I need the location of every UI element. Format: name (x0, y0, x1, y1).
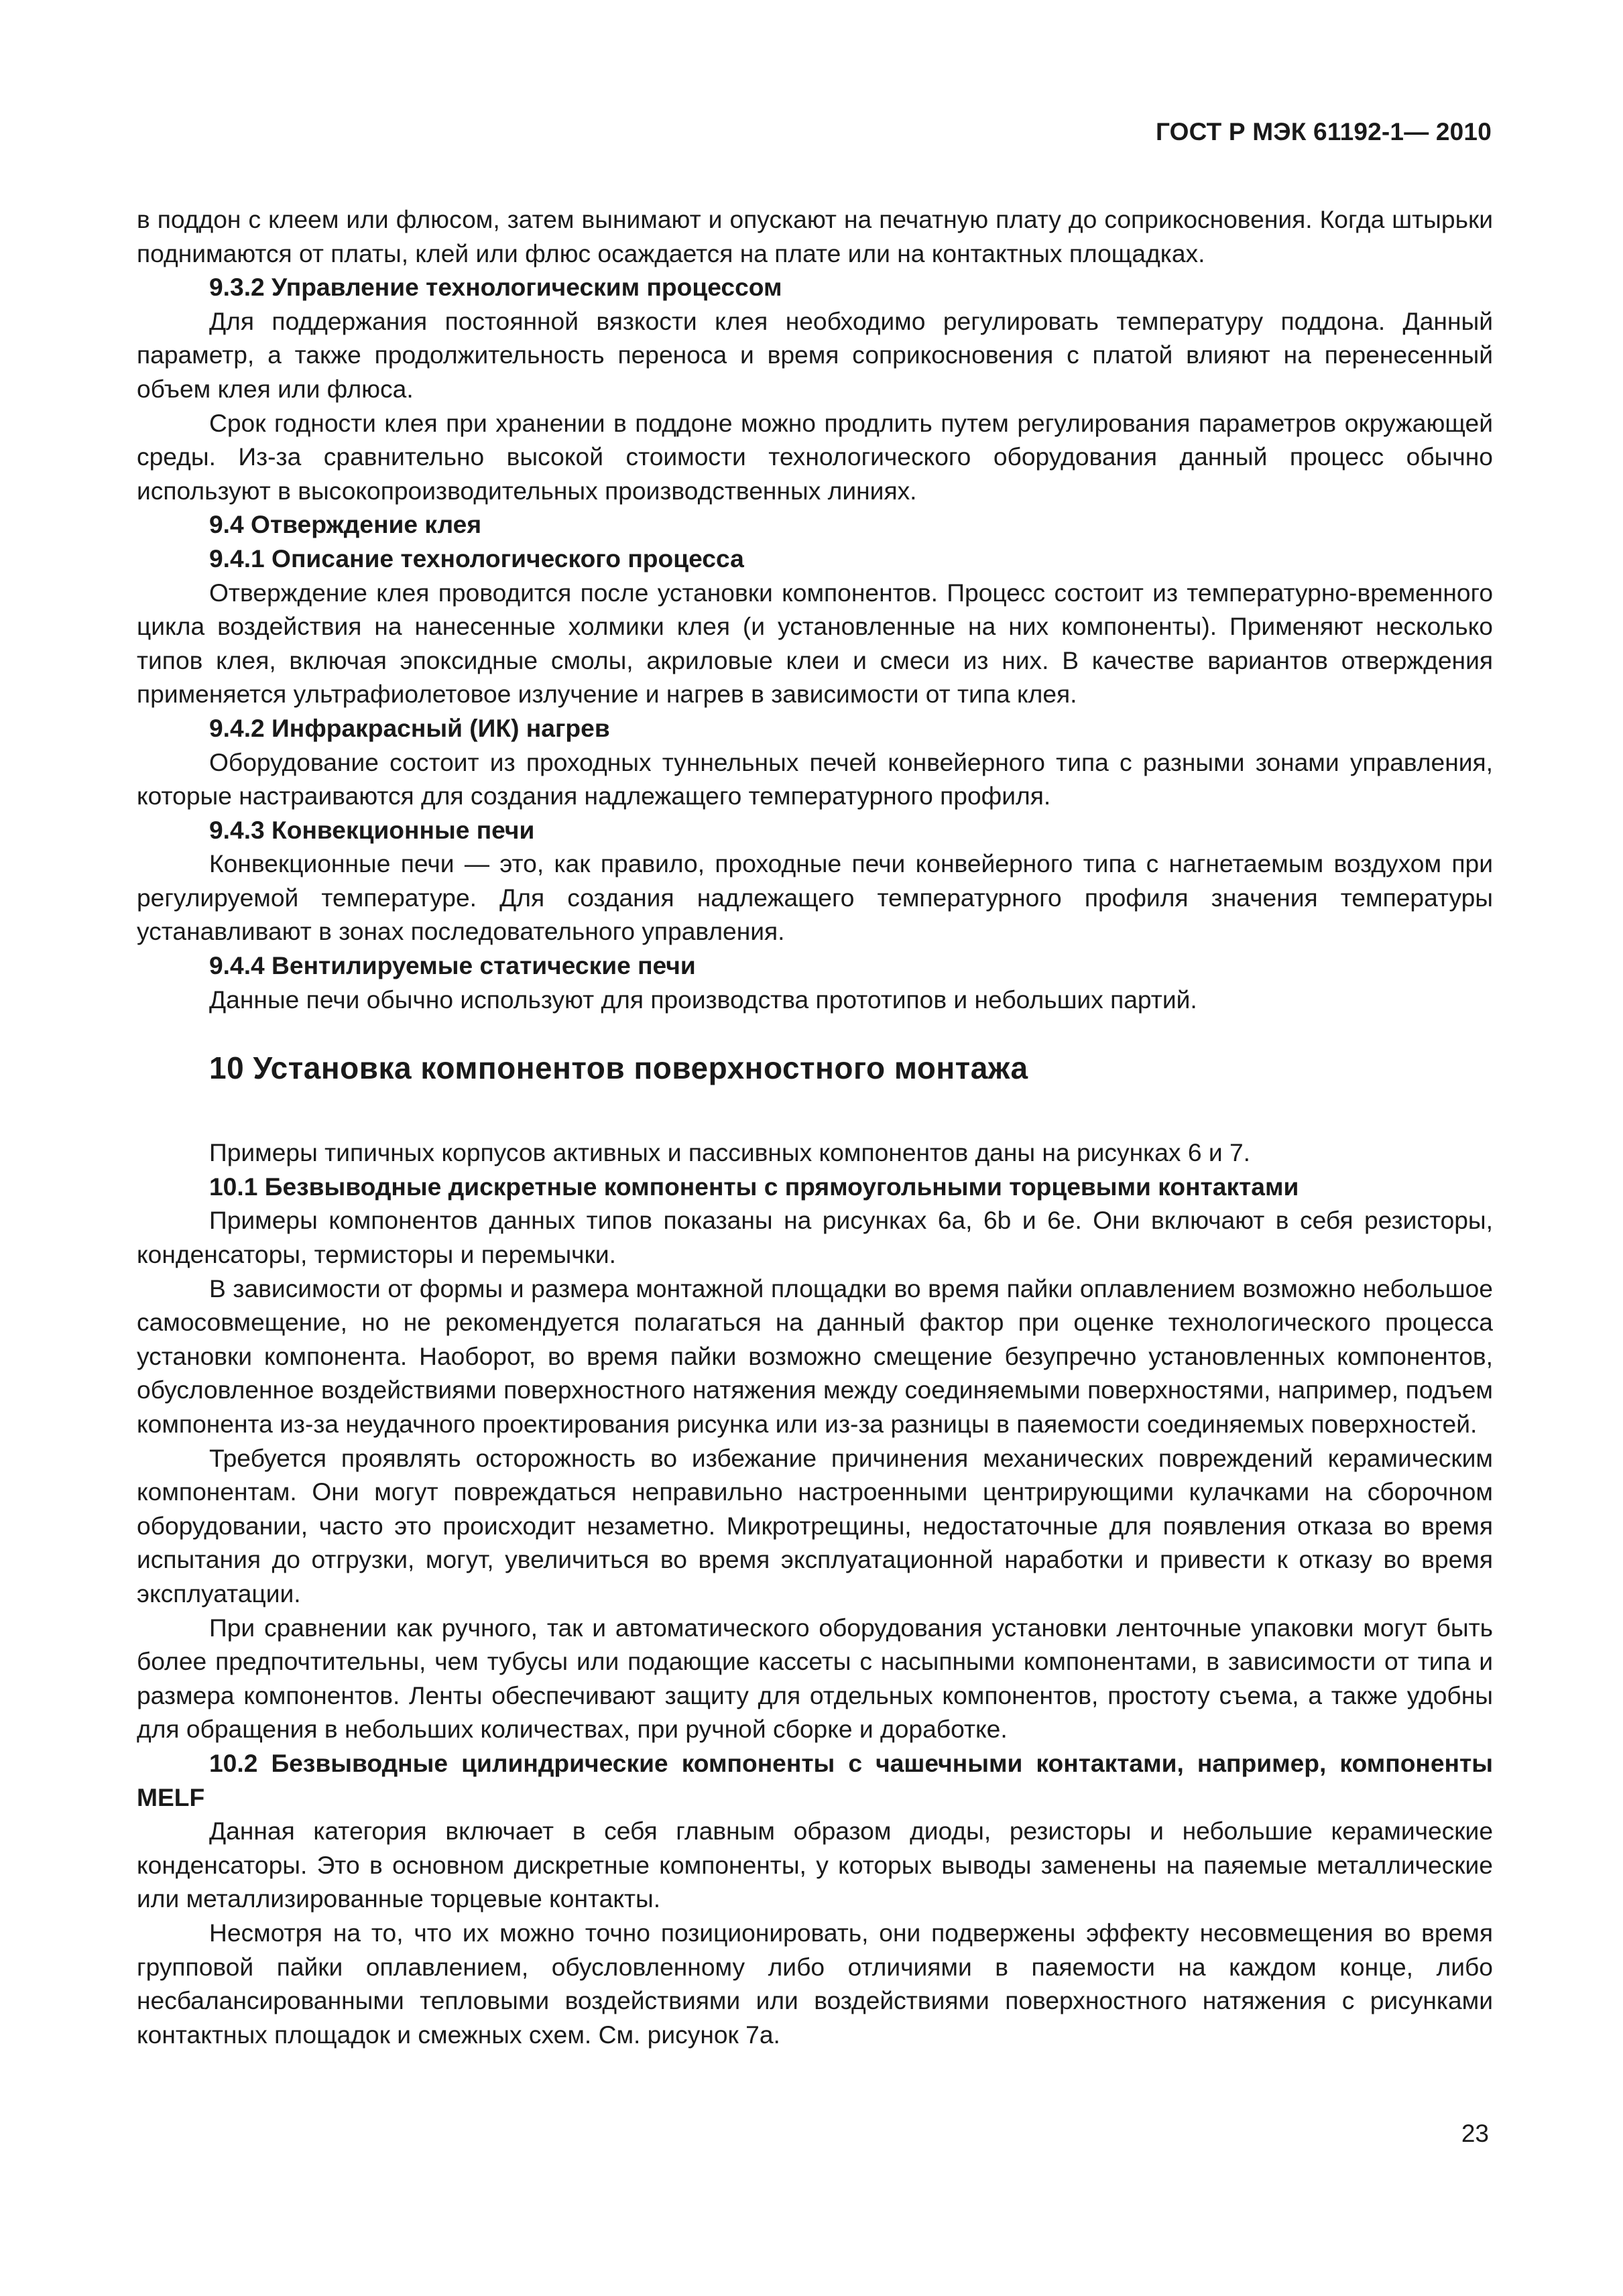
paragraph: Конвекционные печи — это, как правило, проходные печи конвейерного типа с нагнетаемым воздухом при регулируемой температуре. Для создания надлежащего температурного профиля значения температуры устанавливают в зонах последовательного управления. (137, 849, 1493, 946)
section-heading: 9.4.4 Вентилируемые статические печи (209, 951, 696, 980)
section-heading: 9.4 Отверждение клея (209, 510, 482, 539)
paragraph: в поддон с клеем или флюсом, затем вынимают и опускают на печатную плату до соприкосновения. Когда штырьки поднимаются от платы, клей или флюс осаждается на плате или на контактных площадках. (137, 205, 1493, 267)
paragraph: Данная категория включает в себя главным образом диоды, резисторы и небольшие керамические конденсаторы. Это в основном дискретные компоненты, у которых выводы заменены на паяемые металлические или металлизированные торцевые контакты. (137, 1817, 1493, 1913)
paragraph: Оборудование состоит из проходных туннельных печей конвейерного типа с разными зонами управления, которые настраиваются для создания надлежащего температурного профиля. (137, 747, 1493, 810)
section-heading: 9.4.1 Описание технологического процесса (209, 544, 744, 572)
section-heading: 9.4.3 Конвекционные печи (209, 815, 535, 844)
paragraph: Требуется проявлять осторожность во избежание причинения механических повреждений керамическим компонентам. Они могут повреждаться неправильно настроенными центрирующими кулачками на сборочном оборудовании, часто это происходит незаметно. Микротрещины, недостаточные для появления отказа во время испытания до отгрузки, могут, увеличиться во время эксплуатационной наработки и привести к отказу во время эксплуатации. (137, 1443, 1493, 1608)
paragraph: В зависимости от формы и размера монтажной площадки во время пайки оплавлением возможно небольшое самосовмещение, но не рекомендуется полагаться на данный фактор при оценке технологического процесса установки компонента. Наоборот, во время пайки возможно смещение безупречно установленных компонентов, обусловленное воздействиями поверхностного натяжения между соединяемыми поверхностями, например, подъем компонента из-за неудачного проектирования рисунка или из-за разницы в паяемости соединяемых поверхностей. (137, 1274, 1493, 1438)
document-header: ГОСТ Р МЭК 61192-1— 2010 (1155, 118, 1492, 145)
paragraph: Данные печи обычно используют для производства прототипов и небольших партий. (209, 985, 1197, 1014)
section-heading: 9.3.2 Управление технологическим процессом (209, 273, 782, 302)
section-heading: 10.1 Безвыводные дискретные компоненты с прямоугольными торцевыми контактами (209, 1172, 1299, 1201)
section-heading: 10.2 Безвыводные цилиндрические компоненты с чашечными контактами, например, компоненты MELF (137, 1748, 1493, 1811)
page-number: 23 (1461, 2120, 1489, 2147)
paragraph: Примеры типичных корпусов активных и пассивных компонентов даны на рисунках 6 и 7. (209, 1138, 1250, 1167)
paragraph: При сравнении как ручного, так и автоматического оборудования установки ленточные упаковки могут быть более предпочтительны, чем тубусы или подающие кассеты с насыпными компонентами, в зависимости от типа и размера компонентов. Ленты обеспечивают защиту для отдельных компонентов, простоту съема, а также удобны для обращения в небольших количествах, при ручной сборке и доработке. (137, 1613, 1493, 1744)
paragraph: Отверждение клея проводится после установки компонентов. Процесс состоит из температурно-временного цикла воздействия на нанесенные холмики клея (и установленные на них компоненты). Применяют несколько типов клея, включая эпоксидные смолы, акриловые клеи и смеси из них. В качестве вариантов отверждения применяется ультрафиолетовое излучение и нагрев в зависимости от типа клея. (137, 578, 1493, 709)
document-body (137, 202, 1493, 2051)
paragraph: Несмотря на то, что их можно точно позиционировать, они подвержены эффекту несовмещения во время групповой пайки оплавлением, обусловленному либо отличиями в паяемости на каждом конце, либо несбалансированными тепловыми воздействиями или воздействиями поверхностного натяжения с рисунками контактных площадок и смежных схем. См. рисунок 7а. (137, 1918, 1493, 2049)
paragraph: Для поддержания постоянной вязкости клея необходимо регулировать температуру поддона. Данный параметр, а также продолжительность переноса и время соприкосновения с платой влияют на перенесенный объем клея или флюса. (137, 306, 1493, 403)
chapter-heading: 10 Установка компонентов поверхностного монтажа (209, 1050, 1028, 1086)
section-heading: 9.4.2 Инфракрасный (ИК) нагрев (209, 713, 610, 742)
paragraph: Срок годности клея при хранении в поддоне можно продлить путем регулирования параметров окружающей среды. Из-за сравнительно высокой стоимости технологического оборудования данный процесс обычно используют в высокопроизводительных производственных линиях. (137, 408, 1493, 505)
paragraph: Примеры компонентов данных типов показаны на рисунках 6a, 6b и 6e. Они включают в себя резисторы, конденсаторы, термисторы и перемычки. (137, 1206, 1493, 1269)
